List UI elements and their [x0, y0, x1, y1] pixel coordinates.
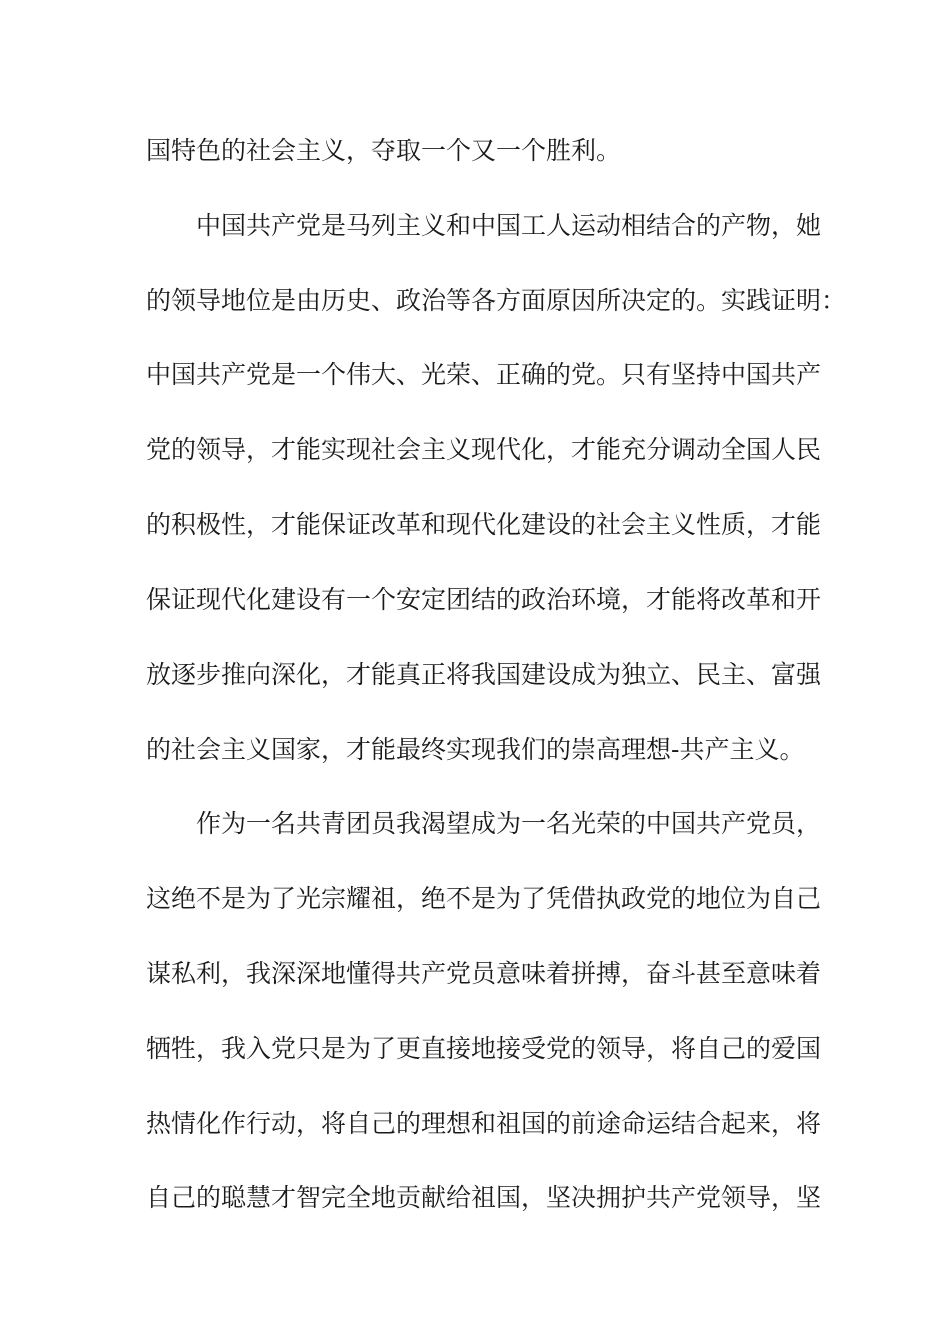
text-line: 的积极性，才能保证改革和现代化建设的社会主义性质，才能 — [146, 510, 822, 539]
paragraph-first-line: 中国共产党是马列主义和中国工人运动相结合的产物，她 — [196, 211, 822, 240]
text-line: 热情化作行动，将自己的理想和祖国的前途命运结合起来，将 — [146, 1109, 822, 1138]
text-line: 国特色的社会主义，夺取一个又一个胜利。 — [146, 136, 622, 165]
text-line: 谋私利，我深深地懂得共产党员意味着拼搏，奋斗甚至意味着 — [146, 959, 822, 988]
text-line: 这绝不是为了光宗耀祖，绝不是为了凭借执政党的地位为自己 — [146, 884, 822, 913]
text-line: 放逐步推向深化，才能真正将我国建设成为独立、民主、富强 — [146, 660, 822, 689]
text-line: 保证现代化建设有一个安定团结的政治环境，才能将改革和开 — [146, 585, 822, 614]
text-line: 牺牲，我入党只是为了更直接地接受党的领导，将自己的爱国 — [146, 1034, 822, 1063]
text-line: 的领导地位是由历史、政治等各方面原因所决定的。实践证明： — [146, 286, 847, 315]
text-line: 党的领导，才能实现社会主义现代化，才能充分调动全国人民 — [146, 435, 822, 464]
text-line: 自己的聪慧才智完全地贡献给祖国，坚决拥护共产党领导，坚 — [146, 1183, 822, 1212]
paragraph-first-line: 作为一名共青团员我渴望成为一名光荣的中国共产党员， — [196, 809, 822, 838]
text-line: 的社会主义国家，才能最终实现我们的崇高理想-共产主义。 — [146, 735, 805, 764]
text-line: 中国共产党是一个伟大、光荣、正确的党。只有坚持中国共产 — [146, 360, 822, 389]
